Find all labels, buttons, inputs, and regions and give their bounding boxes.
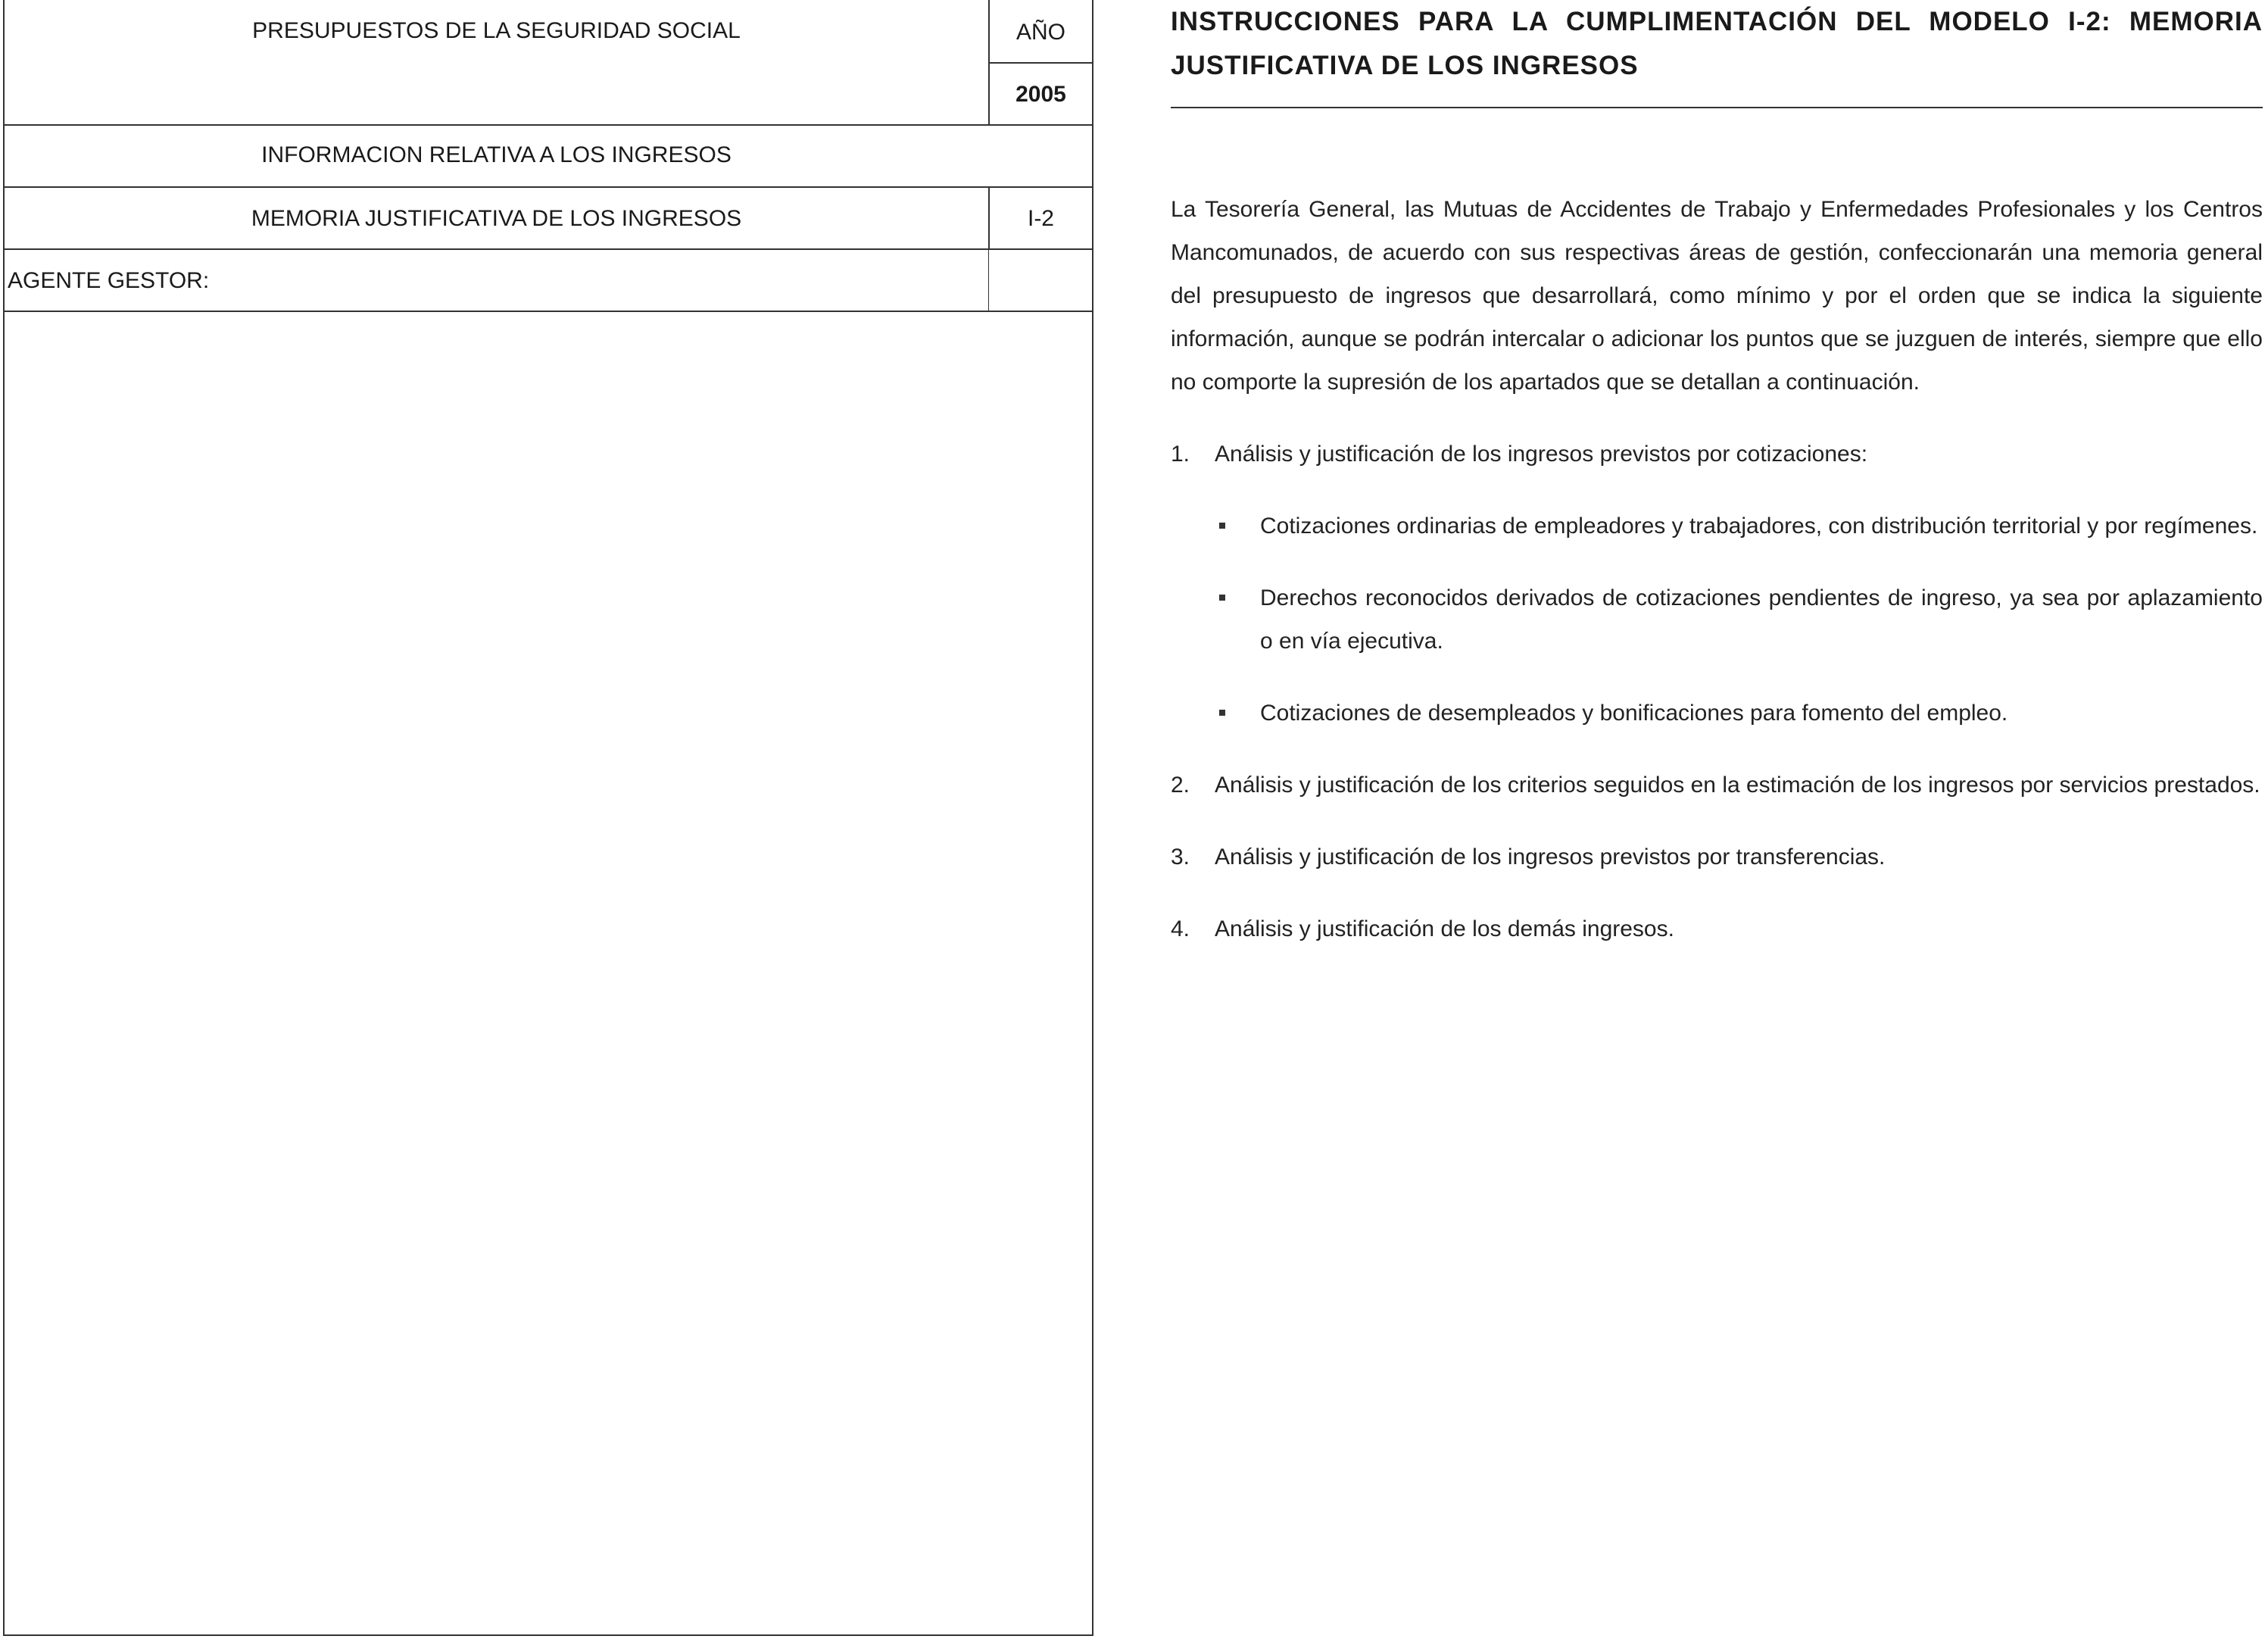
year-divider [988,62,1092,64]
section-title: INFORMACION RELATIVA A LOS INGRESOS [261,142,732,167]
bullet-item [1171,692,2263,735]
section-row [5,126,1092,188]
instructions-panel [1171,0,2263,941]
instructions-body [1171,188,2263,951]
year-value: 2005 [1015,82,1066,107]
list-item-text: Análisis y justificación de los ingresos previstos por transferencias. [1215,844,1886,869]
agent-row [5,250,1092,312]
form-body-area[interactable] [5,311,1092,1634]
model-row [5,188,1092,250]
intro-paragraph: La Tesorería General, las Mutuas de Accidentes de Trabajo y Enfermedades Profesionales y los Centros Mancomunados, de acuerdo con sus respectivas áreas de gestión, confeccionarán una memoria general del presupuesto de ingresos que desarrollará, como mínimo y por el orden que se indica la siguiente información, aunque se podrán intercalar o adicionar los puntos que se juzguen de interés, siempre que ello no comporte la supresión de los apartados que se detallan a continuación. [1171,197,2263,395]
instructions-title: INSTRUCCIONES PARA LA CUMPLIMENTACIÓN DEL MODELO I-2: MEMORIA JUSTIFICATIVA DE LOS INGRESOS [1171,7,2263,80]
bullet-text: Derechos reconocidos derivados de cotizaciones pendientes de ingreso, ya sea por aplazamiento o en vía ejecutiva. [1260,585,2263,654]
bullet-icon [1219,595,1225,601]
list-item [1171,432,2263,476]
list-item [1171,907,2263,951]
bullet-text: Cotizaciones ordinarias de empleadores y trabajadores, con distribución territorial y por regímenes. [1260,514,2258,539]
bullet-item [1171,504,2263,548]
list-item-number: 3. [1171,844,1190,869]
bullet-icon [1219,710,1225,716]
model-code-cell [988,188,1092,248]
model-code: I-2 [1027,206,1054,231]
budget-form [3,0,1093,1636]
bullet-icon [1219,523,1225,529]
list-item-text: Análisis y justificación de los ingresos previstos por cotizaciones: [1215,442,1868,467]
list-item-text: Análisis y justificación de los demás ingresos. [1215,916,1674,941]
list-item-text: Análisis y justificación de los criterios seguidos en la estimación de los ingresos por servicios prestados. [1215,773,2260,798]
list-item [1171,835,2263,879]
year-label: AÑO [1015,20,1065,45]
agent-value-cell[interactable] [988,250,1092,311]
list-item-number: 4. [1171,916,1190,941]
model-title: MEMORIA JUSTIFICATIVA DE LOS INGRESOS [251,206,742,231]
list-item [1171,763,2263,807]
bullet-item [1171,576,2263,663]
title-divider [1171,107,2263,108]
bullet-text: Cotizaciones de desempleados y bonificaciones para fomento del empleo. [1260,701,2008,726]
agent-label: AGENTE GESTOR: [8,268,210,293]
form-header-row [5,0,1092,126]
list-item-number: 1. [1171,442,1190,467]
form-header-title: PRESUPUESTOS DE LA SEGURIDAD SOCIAL [252,18,741,43]
list-item-number: 2. [1171,773,1190,798]
